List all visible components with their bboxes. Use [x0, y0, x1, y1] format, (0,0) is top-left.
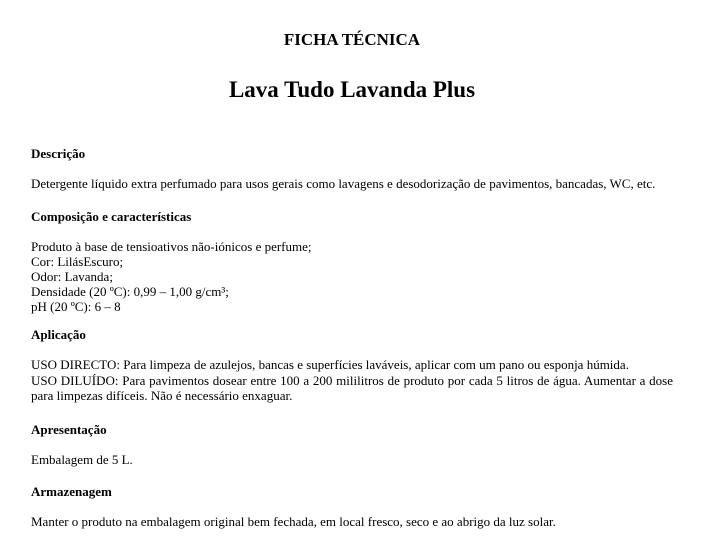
section-heading-armazenagem: Armazenagem — [31, 484, 112, 499]
armazenagem-text: Manter o produto na embalagem original bem fechada, em local fresco, seco e ao abrigo da luz solar. — [31, 514, 556, 529]
section-heading-aplicacao: Aplicação — [31, 327, 86, 342]
composicao-list — [31, 239, 673, 314]
composicao-line: Produto à base de tensioativos não-iónicos e perfume; — [31, 239, 312, 254]
composicao-line: pH (20 ºC): 6 – 8 — [31, 299, 121, 314]
document-label: FICHA TÉCNICA — [283, 30, 421, 49]
descricao-text: Detergente líquido extra perfumado para usos gerais como lavagens e desodorização de pavimentos, bancadas, WC, etc. — [31, 176, 656, 191]
composicao-line: Cor: LilásEscuro; — [31, 254, 124, 269]
section-heading-descricao: Descrição — [31, 146, 86, 161]
apresentacao-text: Embalagem de 5 L. — [31, 452, 133, 467]
section-heading-apresentacao: Apresentação — [31, 422, 107, 437]
composicao-line: Odor: Lavanda; — [31, 269, 113, 284]
aplicacao-uso-directo: USO DIRECTO: Para limpeza de azulejos, bancas e superfícies laváveis, aplicar com um pano ou esponja húmida. — [31, 357, 629, 372]
product-title: Lava Tudo Lavanda Plus — [228, 77, 476, 102]
section-heading-composicao: Composição e características — [31, 209, 192, 224]
aplicacao-uso-diluido: USO DILUÍDO: Para pavimentos dosear entre 100 a 200 mililitros de produto por cada 5 litros de água. Aumentar a dose para limpezas difíceis. Não é necessário enxaguar. — [31, 373, 673, 403]
composicao-line: Densidade (20 ºC): 0,99 – 1,00 g/cm³; — [31, 284, 229, 299]
